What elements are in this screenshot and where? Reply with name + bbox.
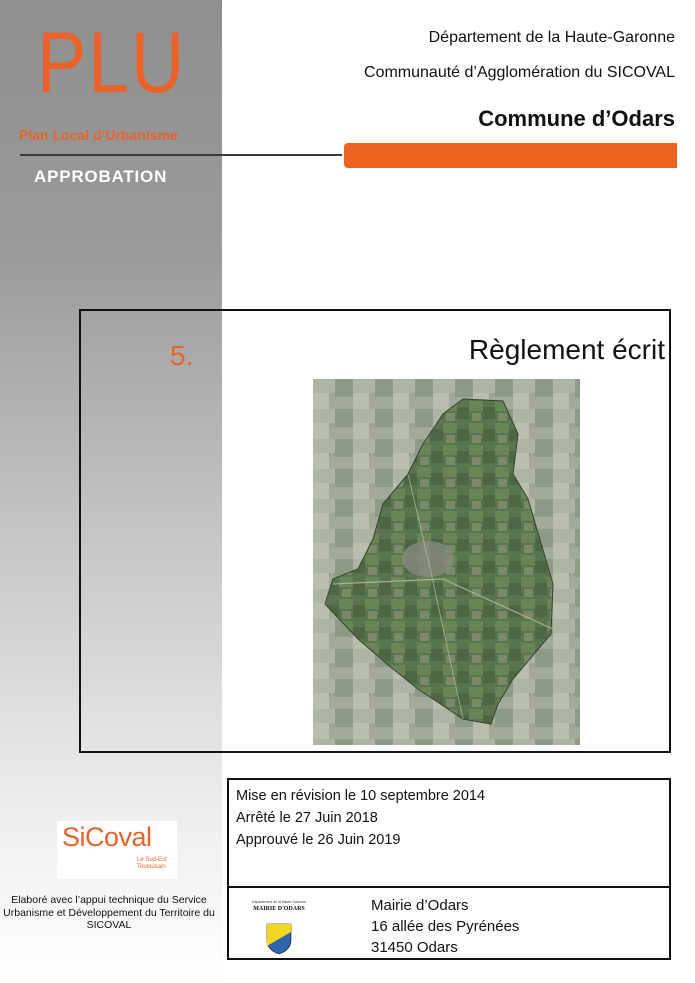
commune-title: Commune d’Odars <box>478 106 675 131</box>
aerial-map-image <box>313 379 580 745</box>
dates-divider <box>227 886 671 888</box>
plu-title: PLU <box>37 15 187 111</box>
mairie-logo-name: MAIRIE D'ODARS <box>253 906 305 912</box>
technical-credit: Elaboré avec l’appui technique du Service Urbanisme et Développement du Territoire du SICOVAL <box>3 894 215 931</box>
approval-date: Approuvé le 26 Juin 2019 <box>236 832 401 848</box>
mairie-name: Mairie d’Odars <box>371 897 469 914</box>
document-title: Règlement écrit <box>468 334 665 365</box>
departement-label: Département de la Haute-Garonne <box>428 29 675 46</box>
document-number: 5. <box>170 340 194 371</box>
plu-subtitle: Plan Local d’Urbanisme <box>19 127 178 143</box>
sicoval-logo-tagline-1: Le Sud-Est <box>137 857 167 863</box>
arrete-date: Arrêté le 27 Juin 2018 <box>236 810 378 826</box>
sicoval-logo-tagline-2: Toulousain <box>137 864 166 870</box>
sicoval-logo-word: SiCoval <box>62 822 152 852</box>
revision-date: Mise en révision le 10 septembre 2014 <box>236 788 486 804</box>
stage-label: APPROBATION <box>34 167 168 186</box>
mairie-city: 31450 Odars <box>371 939 458 956</box>
accent-bar <box>344 143 677 168</box>
mairie-logo-caption: Département de la Haute-Garonne <box>252 900 306 904</box>
header-divider <box>20 154 342 156</box>
mairie-street: 16 allée des Pyrénées <box>371 918 520 935</box>
agglomeration-label: Communauté d’Agglomération du SICOVAL <box>364 64 675 81</box>
